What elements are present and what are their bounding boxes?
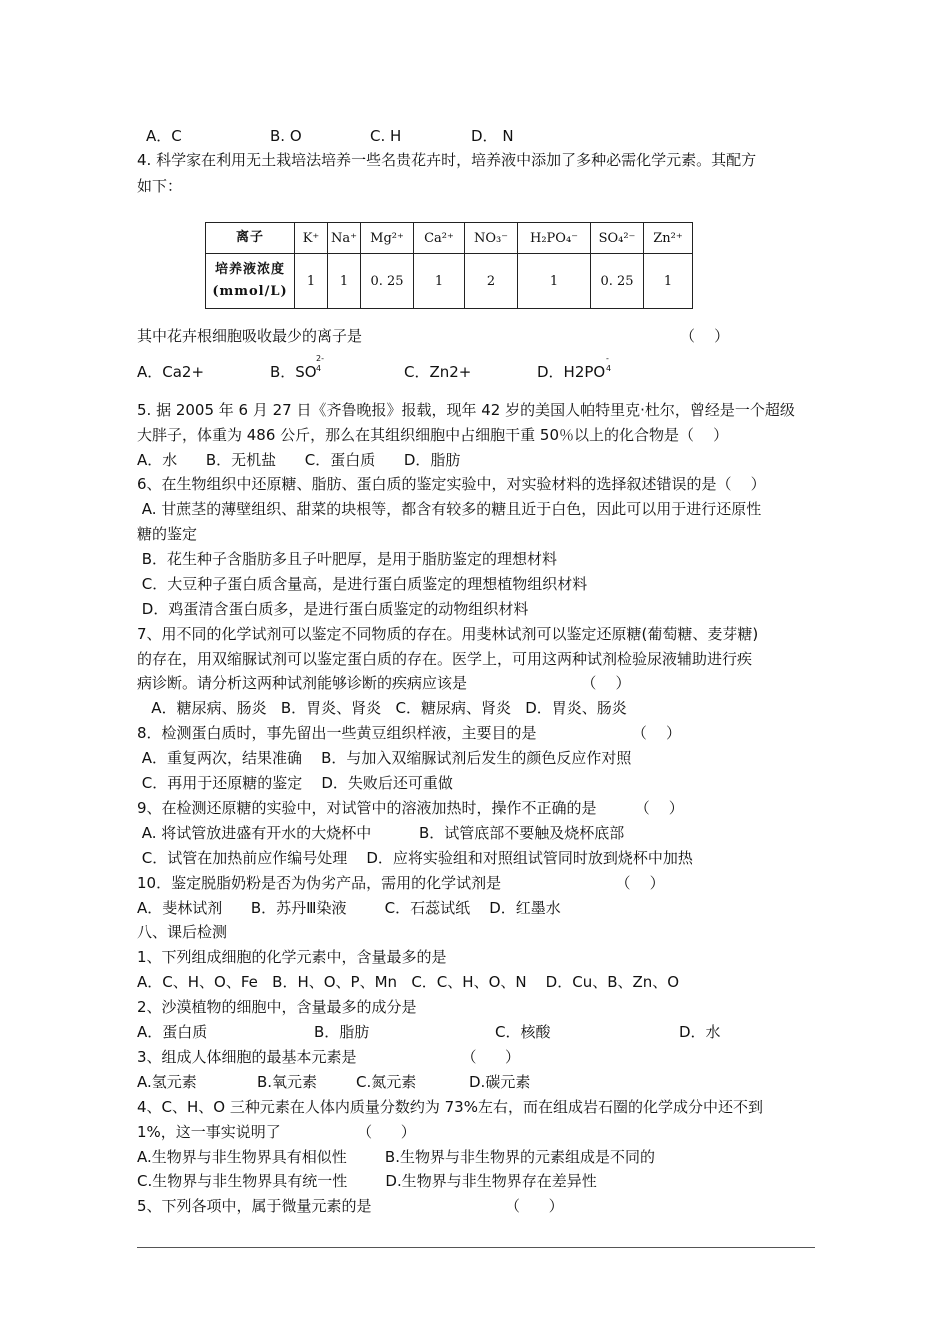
q7-line2: 的存在，用双缩脲试剂可以鉴定蛋白质的存在。医学上，可用这两种试剂检验尿液辅助进行疾 (137, 650, 753, 668)
p4-options-cd: C.生物界与非生物界具有统一性 D.生物界与非生物界存在差异性 (137, 1172, 597, 1190)
section-8-heading: 八、课后检测 (137, 923, 228, 941)
table-value-cell: 1 (414, 254, 465, 309)
q3-option-c: C. H (370, 127, 402, 145)
table-value-cell: 1 (295, 254, 328, 309)
p3-option-b: B.氧元素 (257, 1073, 318, 1091)
table-value-cell: 0. 25 (591, 254, 644, 309)
q4-option-b-subscript: 4 (316, 364, 322, 373)
q10-options: A．斐林试剂 B．苏丹Ⅲ染液 C．石蕊试纸 D．红墨水 (137, 899, 561, 917)
table-header-concentration-b: (mmol/L) (212, 284, 288, 299)
q4-text-line1: 4. 科学家在利用无土栽培法培养一些名贵花卉时，培养液中添加了多种必需化学元素。其配方 (137, 151, 757, 169)
q3-option-b: B. O (270, 127, 302, 145)
ion-concentration-table (205, 222, 693, 309)
p2-option-b: B．脂肪 (314, 1023, 370, 1041)
table-value-cell: 0. 25 (361, 254, 414, 309)
q7-line1: 7、用不同的化学试剂可以鉴定不同物质的存在。用斐林试剂可以鉴定还原糖(葡萄糖、麦芽糖) (137, 625, 759, 643)
q9-line1: 9、在检测还原糖的实验中，对试管中的溶液加热时，操作不正确的是 （ ） (137, 799, 684, 817)
q6-line1: 6、在生物组织中还原糖、脂肪、蛋白质的鉴定实验中，对实验材料的选择叙述错误的是（ ） (137, 475, 766, 493)
table-ion-cell: SO₄²⁻ (591, 223, 644, 254)
q7-options: A．糖尿病、肠炎 B．胃炎、肾炎 C．糖尿病、肾炎 D．胃炎、肠炎 (137, 699, 627, 717)
q4-stem: 其中花卉根细胞吸收最少的离子是 (137, 327, 363, 345)
p4-question-line2: 1%，这一事实说明了 （ ） (137, 1123, 416, 1141)
q8-line1: 8．检测蛋白质时，事先留出一些黄豆组织样液，主要目的是 （ ） (137, 724, 681, 742)
q7-line3: 病诊断。请分析这两种试剂能够诊断的疾病应该是 （ ） (137, 674, 631, 692)
q5-line2: 大胖子，体重为 486 公斤，那么在其组织细胞中占细胞干重 50％以上的化合物是（ ） (137, 426, 729, 444)
p2-option-d: D．水 (679, 1023, 721, 1041)
table-header-concentration-a: 培养液浓度 (214, 262, 285, 277)
q5-line1: 5. 据 2005 年 6 月 27 日《齐鲁晚报》报载，现年 42 岁的美国人帕特里克·杜尔，曾经是一个超级 (137, 401, 795, 419)
q9-options-ab: A. 将试管放进盛有开水的大烧杯中 B．试管底部不要触及烧杯底部 (137, 824, 625, 842)
p3-option-d: D.碳元素 (469, 1073, 531, 1091)
q4-text-line2: 如下： (137, 177, 183, 195)
q10-line1: 10．鉴定脱脂奶粉是否为伪劣产品，需用的化学试剂是 （ ） (137, 874, 665, 892)
p2-option-c: C．核酸 (495, 1023, 551, 1041)
q4-option-d: D．H2PO (537, 363, 606, 381)
q4-option-d-charge: - (606, 354, 609, 363)
table-value-cell: 1 (644, 254, 693, 309)
p3-option-a: A.氢元素 (137, 1073, 197, 1091)
table-value-cell: 1 (518, 254, 591, 309)
p4-question-line1: 4、C、H、O 三种元素在人体内质量分数约为 73%左右，而在组成岩石圈的化学成分中还不到 (137, 1098, 763, 1116)
table-ion-cell: Mg²⁺ (361, 223, 414, 254)
q6-option-b: B．花生种子含脂肪多且子叶肥厚，是用于脂肪鉴定的理想材料 (137, 550, 558, 568)
q3-option-d: D． N (471, 127, 514, 145)
p1-options: A．C、H、O、Fe B．H、O、P、Mn C．C、H、O、N D．Cu、B、Zn、O (137, 973, 680, 991)
q4-option-c: C．Zn2+ (404, 363, 472, 381)
q4-option-d-subscript: 4 (606, 364, 612, 373)
table-ion-cell: Ca²⁺ (414, 223, 465, 254)
table-ion-cell: Zn²⁺ (644, 223, 693, 254)
q4-option-a: A．Ca2+ (137, 363, 205, 381)
table-ion-cell: NO₃⁻ (465, 223, 518, 254)
q6-option-d: D．鸡蛋清含蛋白质多，是进行蛋白质鉴定的动物组织材料 (137, 600, 529, 618)
p3-question: 3、组成人体细胞的最基本元素是 （ ） (137, 1048, 521, 1066)
p3-option-c: C.氮元素 (356, 1073, 417, 1091)
q4-answer-paren: （ ） (680, 327, 730, 345)
q6-option-c: C．大豆种子蛋白质含量高，是进行蛋白质鉴定的理想植物组织材料 (137, 575, 588, 593)
p5-question: 5、下列各项中，属于微量元素的是 （ ） (137, 1197, 564, 1215)
table-value-cell: 2 (465, 254, 518, 309)
q3-option-a: A．C (146, 127, 182, 145)
q4-option-b: B．SO (270, 363, 317, 381)
table-header-concentration (206, 254, 295, 309)
table-ion-cell: Na⁺ (328, 223, 361, 254)
table-ion-cell: K⁺ (295, 223, 328, 254)
q9-options-cd: C．试管在加热前应作编号处理 D．应将实验组和对照组试管同时放到烧杯中加热 (137, 849, 693, 867)
footer-rule (137, 1247, 815, 1248)
table-ion-cell: H₂PO₄⁻ (518, 223, 591, 254)
q5-options: A．水 B．无机盐 C．蛋白质 D．脂肪 (137, 451, 461, 469)
q6-option-a-line2: 糖的鉴定 (137, 525, 198, 543)
q8-options-cd: C．再用于还原糖的鉴定 D．失败后还可重做 (137, 774, 453, 792)
p1-question: 1、下列组成细胞的化学元素中，含量最多的是 (137, 948, 447, 966)
p2-question: 2、沙漠植物的细胞中，含量最多的成分是 (137, 998, 417, 1016)
q8-options-ab: A．重复两次，结果准确 B．与加入双缩脲试剂后发生的颜色反应作对照 (137, 749, 632, 767)
q6-option-a-line1: A. 甘蔗茎的薄壁组织、甜菜的块根等，都含有较多的糖且近于白色，因此可以用于进行还原性 (137, 500, 762, 518)
p4-options-ab: A.生物界与非生物界具有相似性 B.生物界与非生物界的元素组成是不同的 (137, 1148, 655, 1166)
p2-option-a: A．蛋白质 (137, 1023, 208, 1041)
q4-option-b-charge: 2- (316, 354, 324, 363)
table-header-ion: 离子 (206, 223, 295, 254)
table-value-cell: 1 (328, 254, 361, 309)
